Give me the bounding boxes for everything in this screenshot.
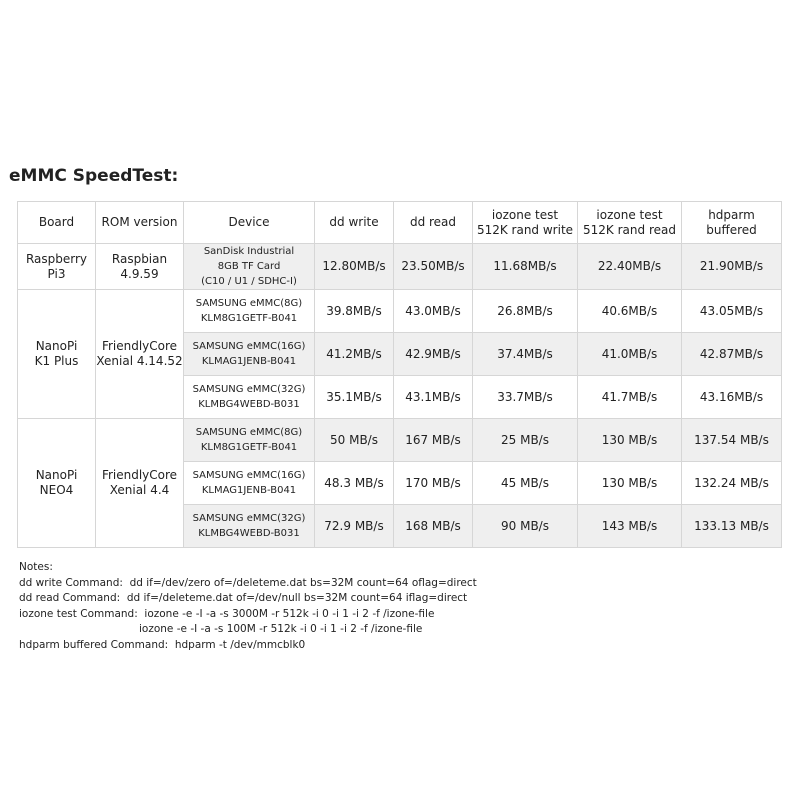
header-rom-version: ROM version (96, 202, 184, 244)
hdparm-cell: 42.87MB/s (682, 333, 782, 376)
device-cell (184, 419, 315, 462)
note-dd-write-command: dd write Command: dd if=/dev/zero of=/deleteme.dat bs=32M count=64 oflag=direct (19, 576, 477, 589)
board-cell (18, 419, 96, 548)
rom-version-line2: Xenial 4.14.52 (96, 354, 183, 368)
device-line1: SAMSUNG eMMC(8G) (195, 427, 303, 438)
device-line1: SAMSUNG eMMC(8G) (195, 298, 303, 309)
notes-heading: Notes: (19, 561, 53, 573)
table-row (18, 419, 782, 462)
dd-read-cell: 43.1MB/s (394, 376, 473, 419)
device-line1: SanDisk Industrial (203, 246, 295, 257)
rom-version-line1: FriendlyCore (101, 339, 178, 353)
table-row (18, 244, 782, 290)
iozone-write-cell: 11.68MB/s (473, 244, 578, 290)
device-line1: SAMSUNG eMMC(16G) (192, 341, 306, 352)
iozone-read-cell: 40.6MB/s (578, 290, 682, 333)
dd-read-cell: 167 MB/s (394, 419, 473, 462)
header-dd-read: dd read (394, 202, 473, 244)
iozone-write-cell: 37.4MB/s (473, 333, 578, 376)
device-cell (184, 333, 315, 376)
rom-version-cell (96, 244, 184, 290)
dd-write-cell: 72.9 MB/s (315, 505, 394, 548)
device-line2: KLMBG4WEBD-B031 (198, 528, 300, 539)
device-cell (184, 290, 315, 333)
device-cell (184, 462, 315, 505)
dd-write-cell: 12.80MB/s (315, 244, 394, 290)
device-line2: KLM8G1GETF-B041 (200, 442, 298, 453)
iozone-write-cell: 45 MB/s (473, 462, 578, 505)
board-name-line1: NanoPi (35, 339, 78, 353)
hdparm-cell: 43.16MB/s (682, 376, 782, 419)
rom-version-line2: 4.9.59 (120, 266, 159, 281)
device-line1: SAMSUNG eMMC(16G) (192, 470, 306, 481)
board-name-line1: Raspberry (25, 251, 88, 266)
rom-version-line1: Raspbian (111, 251, 168, 266)
note-hdparm-command: hdparm buffered Command: hdparm -t /dev/mmcblk0 (19, 638, 306, 651)
header-iozone-write-line1: iozone test (491, 207, 559, 222)
board-cell (18, 290, 96, 419)
hdparm-cell: 43.05MB/s (682, 290, 782, 333)
hdparm-cell: 133.13 MB/s (682, 505, 782, 548)
dd-write-cell: 48.3 MB/s (315, 462, 394, 505)
header-board: Board (18, 202, 96, 244)
board-name-line2: K1 Plus (34, 354, 79, 368)
rom-version-line2: Xenial 4.4 (109, 483, 170, 497)
rom-version-cell (96, 419, 184, 548)
dd-write-cell: 39.8MB/s (315, 290, 394, 333)
page-title: eMMC SpeedTest: (9, 166, 179, 186)
device-cell (184, 376, 315, 419)
device-cell (184, 505, 315, 548)
board-name-line1: NanoPi (35, 468, 78, 482)
iozone-read-cell: 130 MB/s (578, 419, 682, 462)
board-name-line2: NEO4 (39, 483, 74, 497)
device-line3: (C10 / U1 / SDHC-I) (201, 276, 297, 287)
header-iozone-write (473, 202, 578, 244)
header-device: Device (184, 202, 315, 244)
dd-read-cell: 43.0MB/s (394, 290, 473, 333)
table-row (18, 290, 782, 333)
device-line2: KLM8G1GETF-B041 (200, 313, 298, 324)
device-line1: SAMSUNG eMMC(32G) (192, 513, 306, 524)
note-iozone-command-2: iozone -e -I -a -s 100M -r 512k -i 0 -i 1 -i 2 -f /izone-file (139, 623, 423, 636)
iozone-write-cell: 26.8MB/s (473, 290, 578, 333)
note-iozone-command: iozone test Command: iozone -e -I -a -s 3000M -r 512k -i 0 -i 1 -i 2 -f /izone-file (19, 607, 435, 620)
device-line1: SAMSUNG eMMC(32G) (192, 384, 306, 395)
device-line2: KLMAG1JENB-B041 (201, 485, 297, 496)
iozone-read-cell: 130 MB/s (578, 462, 682, 505)
table-header-row (18, 202, 782, 244)
dd-write-cell: 41.2MB/s (315, 333, 394, 376)
notes-section (19, 560, 477, 654)
header-iozone-read (578, 202, 682, 244)
board-name-line2: Pi3 (47, 266, 66, 281)
device-line2: KLMBG4WEBD-B031 (198, 399, 300, 410)
iozone-read-cell: 41.0MB/s (578, 333, 682, 376)
speedtest-table (17, 201, 782, 548)
device-line2: KLMAG1JENB-B041 (201, 356, 297, 367)
rom-version-line1: FriendlyCore (101, 468, 178, 482)
hdparm-cell: 132.24 MB/s (682, 462, 782, 505)
dd-read-cell: 23.50MB/s (394, 244, 473, 290)
dd-read-cell: 42.9MB/s (394, 333, 473, 376)
board-cell (18, 244, 96, 290)
hdparm-cell: 21.90MB/s (682, 244, 782, 290)
dd-write-cell: 35.1MB/s (315, 376, 394, 419)
iozone-read-cell: 41.7MB/s (578, 376, 682, 419)
iozone-read-cell: 22.40MB/s (578, 244, 682, 290)
iozone-write-cell: 33.7MB/s (473, 376, 578, 419)
dd-read-cell: 168 MB/s (394, 505, 473, 548)
note-dd-read-command: dd read Command: dd if=/deleteme.dat of=/dev/null bs=32M count=64 iflag=direct (19, 592, 468, 605)
iozone-write-cell: 25 MB/s (473, 419, 578, 462)
iozone-write-cell: 90 MB/s (473, 505, 578, 548)
device-line2: 8GB TF Card (217, 261, 281, 272)
iozone-read-cell: 143 MB/s (578, 505, 682, 548)
header-iozone-read-line2: 512K rand read (583, 222, 676, 237)
header-hdparm: hdparm buffered (682, 202, 782, 244)
dd-write-cell: 50 MB/s (315, 419, 394, 462)
header-iozone-write-line2: 512K rand write (476, 222, 574, 237)
dd-read-cell: 170 MB/s (394, 462, 473, 505)
header-dd-write: dd write (315, 202, 394, 244)
hdparm-cell: 137.54 MB/s (682, 419, 782, 462)
header-iozone-read-line1: iozone test (596, 207, 663, 222)
rom-version-cell (96, 290, 184, 419)
device-cell (184, 244, 315, 290)
